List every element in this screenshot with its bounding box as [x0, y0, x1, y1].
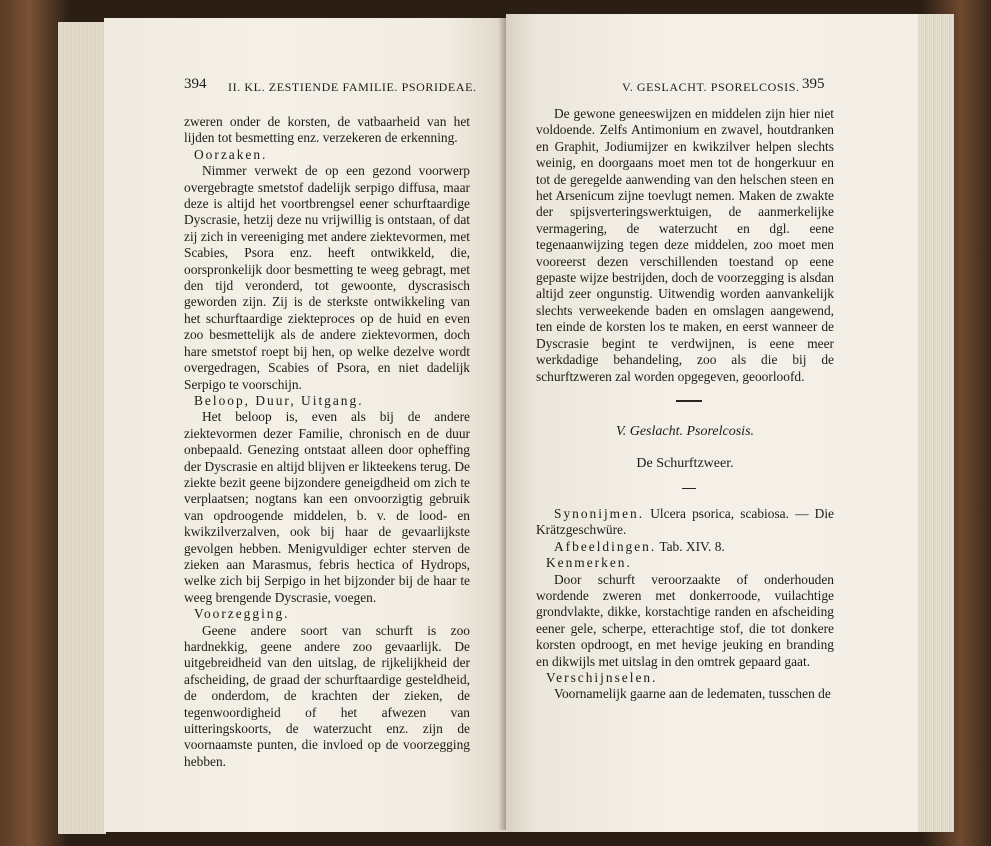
paragraph: Door schurft veroorzaakte of onderhouden wordende zweren met donkerroode, vuilachtige grondvlakte, dikke, korstachtige randen en afscheiding eener gele, scherpe, etterachtige stof, die tot donkere korsten opdroogt, en met hevige jeuking en branding en dikwijls met uitslag in den omtrek gepaard gaat.	[536, 571, 834, 669]
afbeeldingen-line	[536, 539, 834, 555]
right-page-body-bottom	[536, 506, 834, 703]
right-running-head: V. GESLACHT. PSORELCOSIS.	[622, 80, 800, 94]
right-page-number: 395	[802, 76, 825, 92]
paragraph: Geene andere soort van schurft is zoo hardnekkig, geene andere zoo gevaarlijk. De uitgebreidheid van den uitslag, de rijkelijkheid der afscheiding, de graad der schurftaardige gesteldheid, de onderdom, de krachten der zieken, de tegenwoordigheid of het afwezen van uitteringskoorts, de waterzucht enz. zijn de voornaamste punten, die invloed op de voorzegging hebben.	[184, 622, 470, 769]
paragraph: Het beloop is, even als bij de andere ziektevormen dezer Familie, chronisch en de duur onbepaald. Genezing ontstaat alleen door opheffing der Dyscrasie en altijd blijven er likteekens terug. De ziekte bezit geene bijzondere geneigdheid om zich te verplaatsen; nogtans kan een onvoorzigtig gebruik van opdroogende middelen, b. v. de lood- en kwikzilverzalven, ook bij haar de gevaarlijkste gevolgen hebben. Menigvuldiger echter sterven de zieken aan Marasmus, febris hectica of Hydrops, welke zich bij Serpigo in het bijzonder bij de haar te weeg brengende Dyscrasie, voegen.	[184, 409, 470, 605]
paragraph: zweren onder de korsten, de vatbaarheid van het lijden tot besmetting enz. verzekeren de erkenning.	[184, 114, 470, 146]
heading-voorzegging: Voorzegging.	[194, 606, 290, 622]
section-title: V. Geslacht. Psorelcosis.	[615, 424, 755, 439]
right-page-body-top	[536, 106, 834, 385]
right-page	[506, 14, 918, 832]
section-subtitle: De Schurftzweer.	[636, 456, 734, 471]
synonyms-text: Ulcera psorica, scabiosa. — Die Krätzgeschwüre.	[536, 506, 834, 538]
afbeeldingen-label: Afbeeldingen.	[554, 538, 657, 554]
heading-verschijnselen: Verschijnselen.	[546, 670, 658, 686]
paragraph: De gewone geneeswijzen en middelen zijn hier niet voldoende. Zelfs Antimonium en zwavel, houtdranken en Graphit, Jodiumijzer en kwikzilver helpen slechts weinig, en doorgaans moet men tot de hongerkuur en tot de geregelde aanwending van den helschen steen en het Arsenicum zijne toevlugt nemen. Maken de zwakte der spijsverteringswerktuigen, de aanmerkelijke vermagering, de waterzucht en dgl. eene tegenaanwijzing tegen deze middelen, zoo moet men vooreerst dezen verschillenden toestand op eene gepaste wijze bestrijden, doch de voorzegging is alsdan altijd zeer ongunstig. Uitwendig worden aanvankelijk slechts verweekende baden en omslagen aangewend, ten einde de korsten los te maken, en eerst wanneer de Dyscrasie begint te verdwijnen, is eene meer werkdadige behandeling, zoo als die bij de schurftzweren zal worden opgegeven, geoorloofd.	[536, 106, 834, 384]
heading-oorzaken: Oorzaken.	[194, 146, 268, 162]
synonyms-line	[536, 506, 834, 539]
paragraph: Nimmer verwekt de op een gezond voorwerp overgebragte smetstof dadelijk serpigo diffusa, maar deze is altijd het voortbrengsel eener schurftaardige Dyscrasie, hetzij deze nu vrijwillig is ontstaan, of dat zij zich in vereeniging met andere ziektevormen, met Scabies, Psora enz. heeft ontwikkeld, die, oorspronkelijk door besmetting te weeg gebragt, met den tijd veronderd, tot gewoonte, dyscrasisch geworden zijn. Zij is de sterkste ontwikkeling van het schurftaardige ziekteproces op de huid en even zoo besmettelijk als de andere ziektevormen, doch hare smetstof roept bij hen, op welke dezelve wordt overgedragen, Scabies of Psora, en niet dadelijk Serpigo te voorschijn.	[184, 163, 470, 392]
left-running-head: II. KL. ZESTIENDE FAMILIE. PSORIDEAE.	[228, 80, 477, 94]
page-edges-left	[58, 22, 106, 834]
left-page	[104, 18, 506, 832]
page-edges-right	[916, 14, 954, 832]
heading-kenmerken: Kenmerken.	[546, 555, 632, 571]
ornamental-rule	[676, 400, 702, 402]
short-rule	[682, 488, 696, 489]
synonyms-label: Synonijmen.	[554, 506, 645, 521]
heading-beloop: Beloop, Duur, Uitgang.	[194, 392, 364, 408]
afbeeldingen-text: Tab. XIV. 8.	[659, 538, 725, 554]
left-page-body	[184, 114, 470, 770]
paragraph: Voornamelijk gaarne aan de ledematen, tusschen de	[554, 686, 831, 702]
left-page-number: 394	[184, 76, 207, 92]
